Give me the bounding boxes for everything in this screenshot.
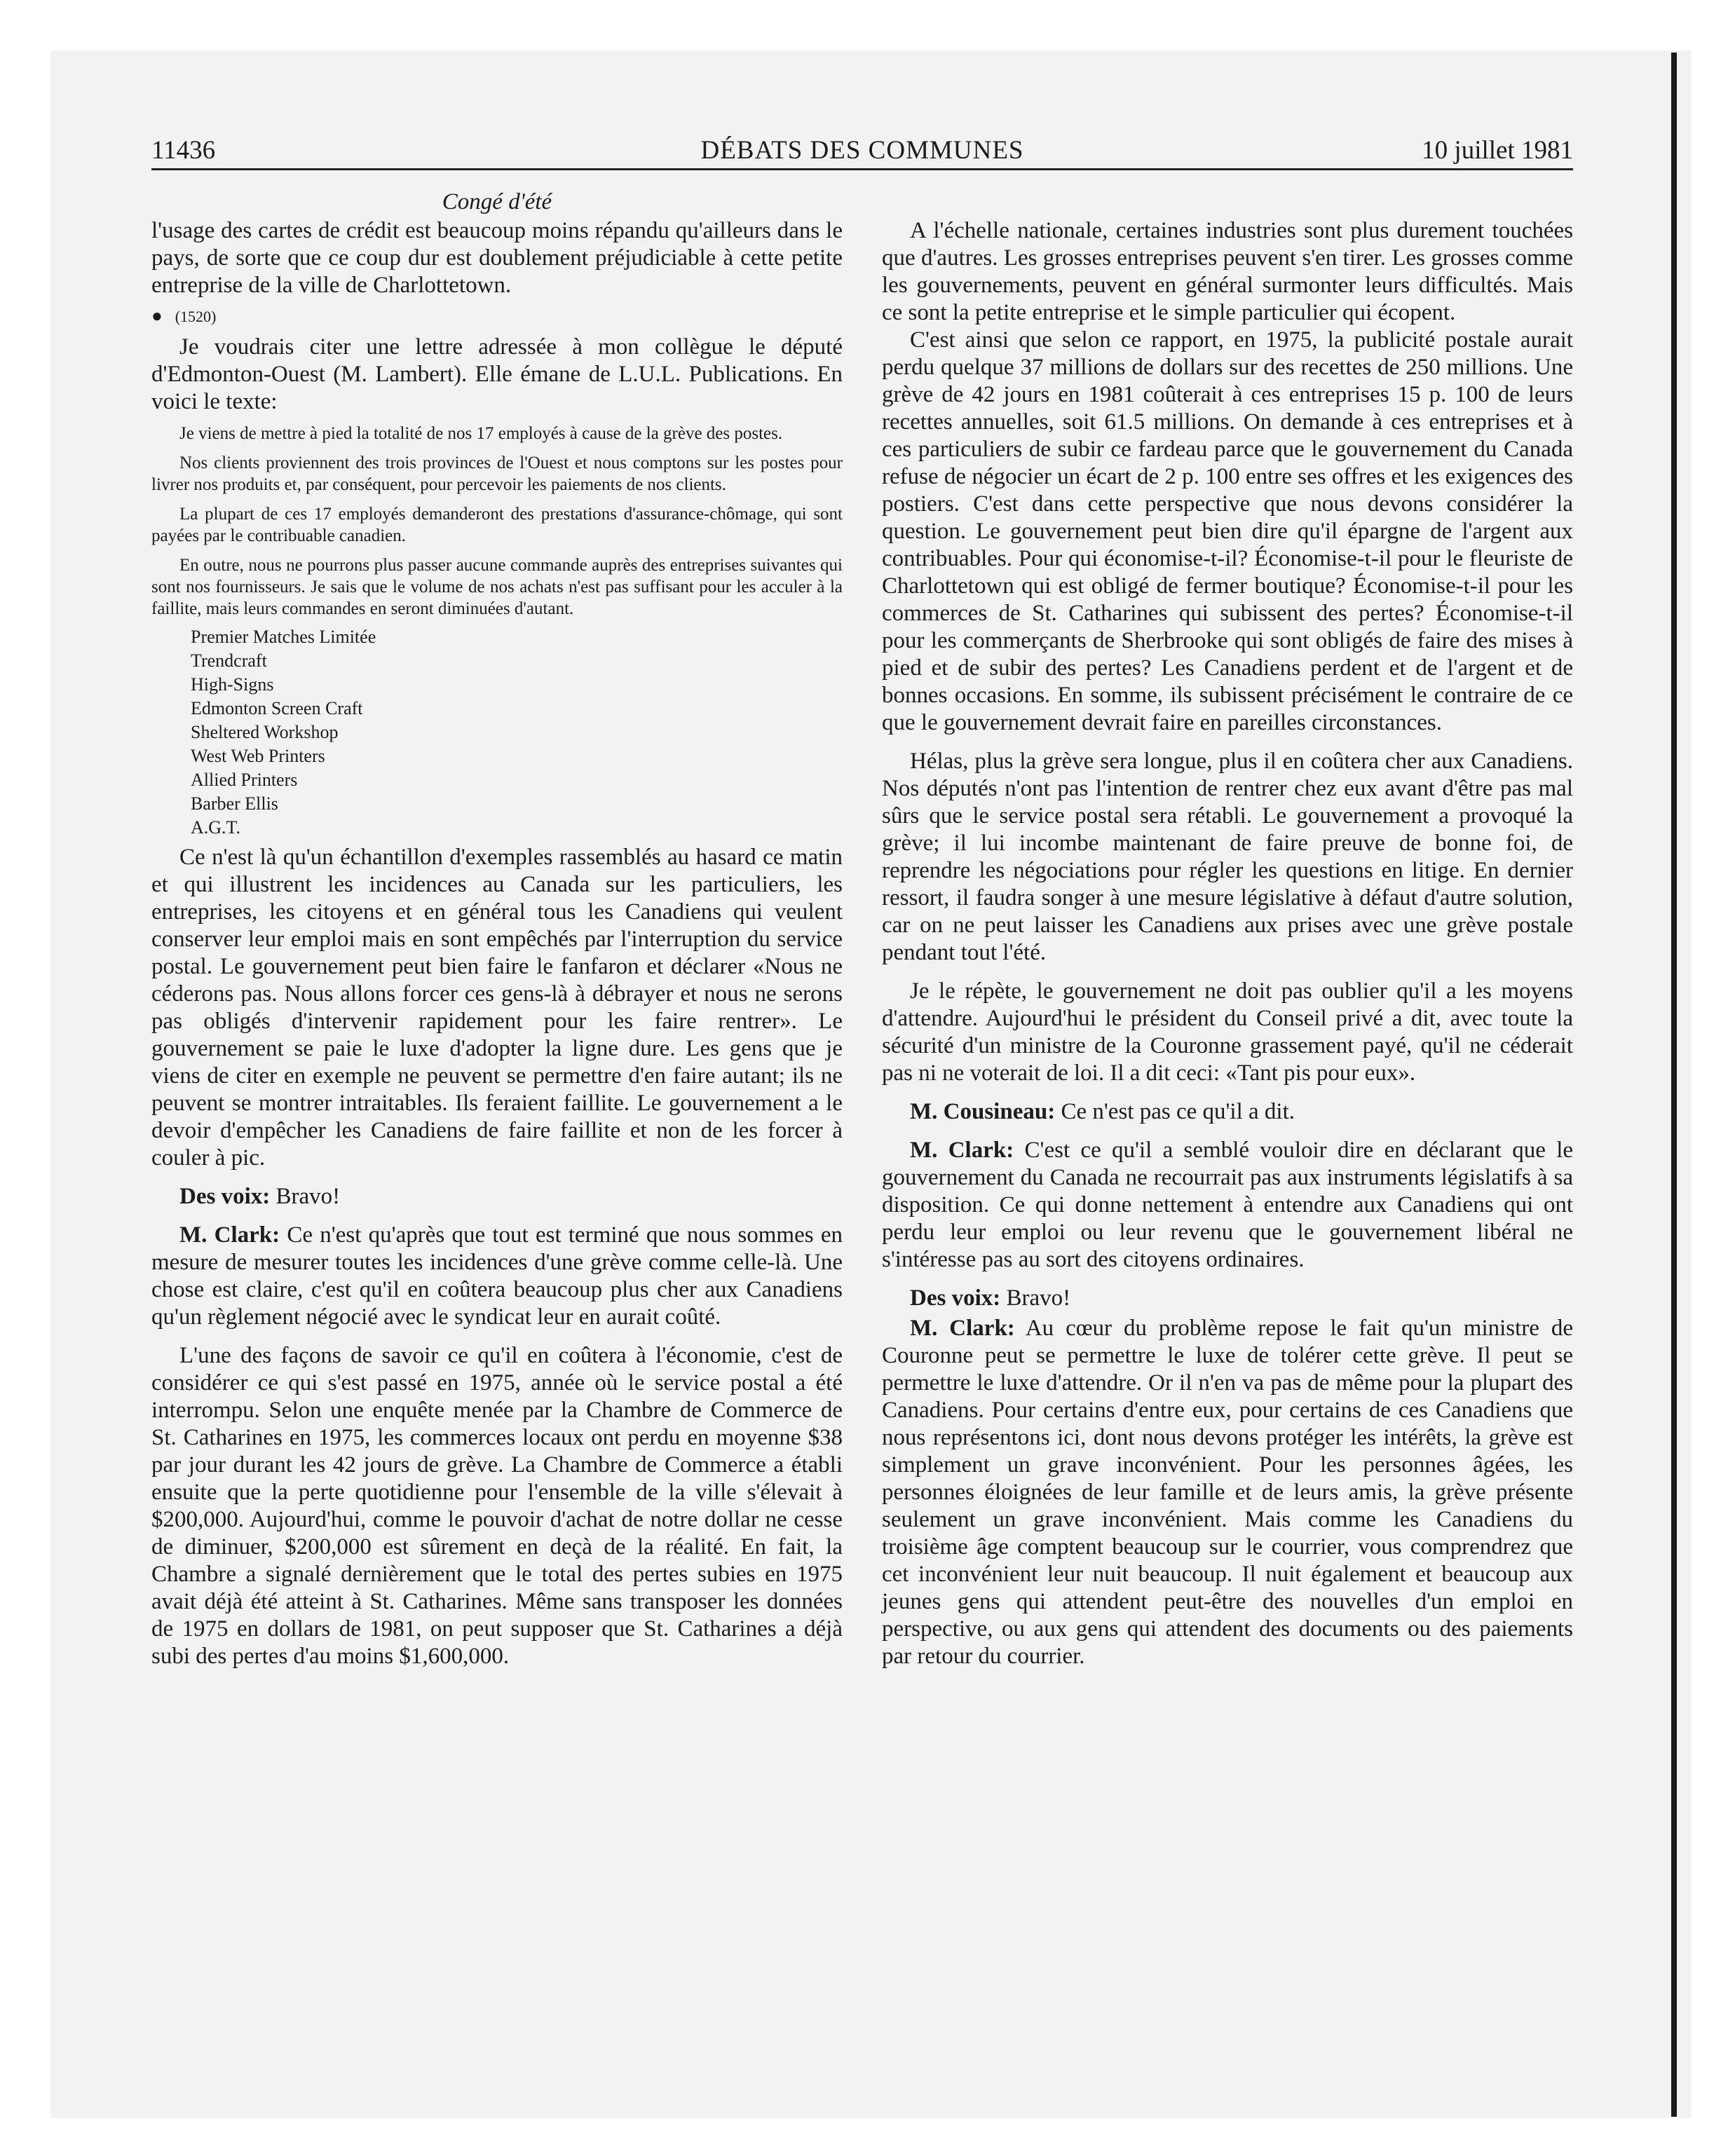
quoted-paragraph: Nos clients proviennent des trois provinces de l'Ouest et nous comptons sur les postes pour livrer nos produits et, par conséquent, pour percevoir les paiements de nos clients. [151, 453, 843, 494]
publication-date: 10 juillet 1981 [1422, 136, 1573, 165]
speaker-paragraph [882, 1137, 1573, 1274]
quoted-paragraph: La plupart de ces 17 employés demanderont des prestations d'assurance-chômage, qui sont payées par le contribuable canadien. [151, 505, 843, 545]
quoted-paragraph: Je viens de mettre à pied la totalité de nos 17 employés à cause de la grève des postes. [179, 424, 783, 443]
list-item: A.G.T. [191, 817, 241, 838]
speech-text: C'est ce qu'il a semblé vouloir dire en déclarant que le gouvernement du Canada ne recourrait pas aux instruments législatifs à sa disposition. Ce qui donne nettement à entendre aux Canadiens qui ont perdu leur emploi ou leur revenu que le gouvernement libéral ne s'intéresse pas au sort des citoyens ordinaires. [882, 1138, 1574, 1272]
speaker-paragraph [882, 1285, 1573, 1312]
paragraph: Je le répète, le gouvernement ne doit pas oublier qu'il a les moyens d'attendre. Aujourd'hui le président du Conseil privé a dit, avec toute la sécurité d'un ministre de la Couronne grassement payé, qu'il ne céderait pas ni ne voterait de loi. Il a dit ceci: «Tant pis pour eux». [882, 978, 1573, 1086]
speech-text: Au cœur du problème repose le fait qu'un ministre de Couronne peut se permettre le luxe de tolérer cette grève. Il peut se permettre le luxe d'attendre. Or il n'en va pas de même pour la plupart des Canadiens. Pour certains d'entre eux, pour certains de ces Canadiens que nous représentons ici, dont nous devons protéger les intérêts, la grève est simplement un grave inconvénient. Pour les personnes âgées, les personnes éloignées de leur famille et de leurs amis, la grève présente seulement un grave inconvénient. Mais comme les Canadiens du troisième âge comptent beaucoup sur le courrier, vous comprendrez que cet inconvénient leur nuit beaucoup. Il nuit également et beaucoup aux jeunes gens qui attendent peut-être des nouvelles d'un emploi en perspective, ou aux gens qui attendent des documents ou des paiements par retour du courrier. [882, 1316, 1573, 1669]
paragraph: L'une des façons de savoir ce qu'il en coûtera à l'économie, c'est de considérer ce qui s'est passé en 1975, année où le service postal a été interrompu. Selon une enquête menée par la Chambre de Commerce de St. Catharines en 1975, les commerces locaux ont perdu en moyenne $38 par jour durant les 42 jours de grève. La Chambre de Commerce a établi ensuite que la perte quotidienne pour l'ensemble de la ville s'élevait à $200,000. Aujourd'hui, comme le pouvoir d'achat de notre dollar ne cesse de diminuer, $200,000 est sûrement en deçà de la réalité. En fait, la Chambre a signalé dernièrement que le total des pertes subies en 1975 avait déjà été atteint à St. Catharines. Même sans transposer les données de 1975 en dollars de 1981, on peut supposer que St. Catharines a déjà subi des pertes d'au moins $1,600,000. [151, 1343, 843, 1669]
list-item: Edmonton Screen Craft [191, 698, 363, 718]
list-item: West Web Printers [191, 746, 325, 766]
paragraph: Hélas, plus la grève sera longue, plus il en coûtera cher aux Canadiens. Nos députés n'ont pas l'intention de rentrer chez eux avant d'être pas mal sûrs que le service postal sera rétabli. Le gouvernement a provoqué la grève; il lui incombe maintenant de faire preuve de bonne foi, de reprendre les négociations pour régler les questions en litige. En dernier ressort, il faudra songer à une mesure législative à défaut d'autre solution, car on ne peut laisser les Canadiens aux prises avec une grève postale pendant tout l'été. [882, 749, 1573, 965]
time-marker-label: (1520) [175, 308, 217, 325]
list-item: High-Signs [191, 674, 274, 695]
speaker-name: Des voix: [179, 1184, 271, 1209]
speech-text: Bravo! [270, 1184, 341, 1209]
list-item: Trendcraft [191, 650, 267, 671]
quoted-paragraph: En outre, nous ne pourrons plus passer aucune commande auprès des entreprises suivantes qui sont nos fournisseurs. Je sais que le volume de nos achats n'est pas suffisant pour les acculer à la faillite, mais leurs commandes en seront diminuées d'autant. [151, 556, 843, 618]
list-item: Sheltered Workshop [191, 722, 339, 742]
list-item: Barber Ellis [191, 793, 278, 814]
list-item: Allied Printers [191, 770, 298, 790]
section-title: Congé d'été [442, 189, 552, 214]
page-edge-line [1671, 53, 1677, 2117]
speaker-name: M. Cousineau: [910, 1099, 1056, 1124]
speaker-name: M. Clark: [910, 1316, 1015, 1341]
speech-text: Ce n'est pas ce qu'il a dit. [1055, 1099, 1295, 1124]
speaker-name: M. Clark: [179, 1222, 280, 1248]
page-header [151, 133, 1573, 170]
speaker-name: Des voix: [910, 1285, 1001, 1311]
speaker-paragraph [882, 1315, 1573, 1670]
right-column [882, 186, 1573, 1670]
paragraph: Ce n'est là qu'un échantillon d'exemples rassemblés au hasard ce matin et qui illustrent les incidences au Canada sur les particuliers, les entreprises, les citoyens et en général tous les Canadiens qui veulent conserver leur emploi mais en sont empêchés par l'interruption du service postal. Le gouvernement peut bien faire le fanfaron et déclarer «Nous ne céderons pas. Nous allons forcer ces gens-là à débrayer et nous ne serons pas obligés d'intervenir rapidement pour les faire rentrer». Le gouvernement se paie le luxe d'adopter la ligne dure. Les gens que je viens de citer en exemple ne peuvent se permettre d'en faire autant; ils ne peuvent se montrer intraitables. Ils feraient faillite. Le gouvernement a le devoir d'empêcher les Canadiens de faire faillite et non de les forcer à couler à pic. [151, 845, 843, 1171]
speaker-paragraph [882, 1098, 1573, 1126]
bullet-icon: ● [151, 306, 163, 326]
paragraph: l'usage des cartes de crédit est beaucoup moins répandu qu'ailleurs dans le pays, de sorte que ce coup dur est doublement préjudiciable à cette petite entreprise de la ville de Charlottetown. [151, 218, 843, 298]
paragraph: Je voudrais citer une lettre adressée à mon collègue le député d'Edmonton-Ouest (M. Lambert). Elle émane de L.U.L. Publications. En voici le texte: [151, 334, 843, 414]
list-item: Premier Matches Limitée [191, 627, 376, 647]
speaker-paragraph [151, 1183, 843, 1210]
speaker-name: M. Clark: [910, 1138, 1014, 1163]
time-marker [151, 303, 843, 329]
publication-title: DÉBATS DES COMMUNES [700, 136, 1024, 165]
speech-text: Bravo! [1000, 1285, 1071, 1311]
paragraph: C'est ainsi que selon ce rapport, en 1975, la publicité postale aurait perdu quelque 37 millions de dollars sur des recettes de 250 millions. Une grève de 42 jours en 1981 coûterait à ces entreprises 15 p. 100 de leurs recettes annuelles, soit 61.5 millions. On demande à ces entreprises et à ces particuliers de subir ce fardeau parce que le gouvernement du Canada refuse de négocier un écart de 2 p. 100 entre ses offres et les exigences des postiers. C'est dans cette perspective que nous devons considérer la question. Le gouvernement peut bien dire qu'il épargne de l'argent aux contribuables. Pour qui économise-t-il? Économise-t-il pour le fleuriste de Charlottetown qui est obligé de fermer boutique? Économise-t-il pour les commerces de St. Catharines qui subissent des pertes? Économise-t-il pour les commerçants de Sherbrooke qui sont obligés de faire des mises à pied et de subir des pertes? Les Canadiens perdent et de l'argent et de bonnes occasions. En somme, ils subissent précisément le contraire de ce que le gouvernement devrait faire en pareilles circonstances. [882, 327, 1573, 735]
left-column [151, 186, 843, 1670]
supplier-list [151, 625, 843, 840]
paragraph: A l'échelle nationale, certaines industries sont plus durement touchées que d'autres. Les grosses entreprises peuvent s'en tirer. Les grosses comme les gouvernements, peuvent en général surmonter leurs difficultés. Mais ce sont la petite entreprise et le simple particulier qui écopent. [882, 218, 1573, 325]
speaker-paragraph [151, 1222, 843, 1331]
page-number: 11436 [151, 136, 216, 165]
speech-text: Ce n'est qu'après que tout est terminé que nous sommes en mesure de mesurer toutes les incidences d'une grève comme celle-là. Une chose est claire, c'est qu'il en coûtera beaucoup plus cher aux Canadiens qu'un règlement négocié avec le syndicat leur en aurait coûté. [151, 1222, 843, 1330]
